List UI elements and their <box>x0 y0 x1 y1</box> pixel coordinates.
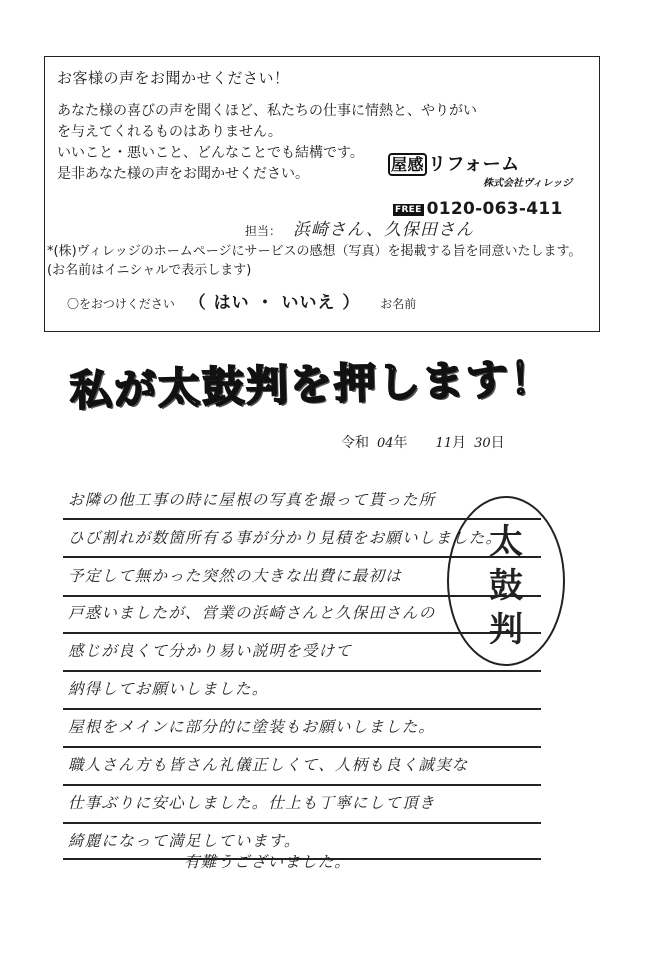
form-title: お客様の声をお聞かせください！ <box>57 69 290 87</box>
stamp-char: 鼓 <box>489 566 523 606</box>
testimonial-line: 予定して無かった突然の大きな出費に最初は <box>68 567 403 585</box>
date-day: 30 <box>474 436 491 451</box>
ruled-line <box>63 708 541 710</box>
stamp-char: 判 <box>489 610 523 650</box>
logo-company-name: 株式会社ヴィレッジ <box>483 178 573 189</box>
testimonial-line: ひび割れが数箇所有る事が分かり見積をお願いしました。 <box>68 529 503 547</box>
testimonial-line: 感じが良くて分かり易い説明を受けて <box>68 642 352 660</box>
testimonial-line: お隣の他工事の時に屋根の写真を撮って貰った所 <box>68 491 436 509</box>
headline: 私が太鼓判を押します！ <box>69 353 555 416</box>
date-month: 11 <box>435 436 453 451</box>
testimonial-line: 綺麗になって満足しています。 <box>68 832 301 850</box>
ruled-line <box>63 670 541 672</box>
staff-names: 浜崎さん、久保田さん <box>292 220 474 240</box>
intro-line: あなた様の喜びの声を聞くほど、私たちの仕事に情熱と、やりがい <box>57 103 477 119</box>
consent-choice: （ はい ・ いいえ ） <box>188 293 361 313</box>
ruled-line <box>63 784 541 786</box>
stamp-char: 太 <box>489 522 523 562</box>
testimonial-line: 仕事ぶりに安心しました。仕上も丁寧にして頂き <box>68 794 436 812</box>
intro-line: いいこと・悪いこと、どんなことでも結構です。 <box>57 145 364 161</box>
intro-line: 是非あなた様の声をお聞かせください。 <box>57 166 309 182</box>
logo-reform-text: リフォーム <box>428 154 520 175</box>
ruled-line <box>63 822 541 824</box>
taikoban-stamp-icon <box>447 496 565 666</box>
phone-number: 0120-063-411 <box>426 199 563 219</box>
logo-kanji: 屋感 <box>388 153 427 176</box>
testimonial-line: 職人さん方も皆さん礼儀正しくて、人柄も良く誠実な <box>68 756 469 774</box>
free-dial-icon: FREE <box>395 205 422 215</box>
staff-label: 担当： <box>245 224 282 238</box>
consent-instruction: 〇をおつけください <box>67 297 175 311</box>
testimonial-line: 戸惑いましたが、営業の浜崎さんと久保田さんの <box>68 604 436 622</box>
date-day-label: 日 <box>490 435 505 451</box>
date-year: 04 <box>377 436 394 451</box>
intro-line: を与えてくれるものはありません。 <box>57 124 282 140</box>
date-era: 令和 <box>341 435 369 451</box>
date-year-label: 年 <box>393 435 408 451</box>
testimonial-line: 有難うございました。 <box>184 853 352 871</box>
ruled-lines <box>63 0 541 961</box>
ruled-line <box>63 746 541 748</box>
consent-text: *(株)ヴィレッジのホームページにサービスの感想（写真）を掲載する旨を同意いたします。(お名前はイニシャルで表示します) <box>47 244 582 278</box>
testimonial-line: 納得してお願いしました。 <box>68 680 269 698</box>
name-label: お名前 <box>380 297 417 311</box>
date-month-label: 月 <box>452 435 467 451</box>
testimonial-line: 屋根をメインに部分的に塗装もお願いしました。 <box>68 718 436 736</box>
